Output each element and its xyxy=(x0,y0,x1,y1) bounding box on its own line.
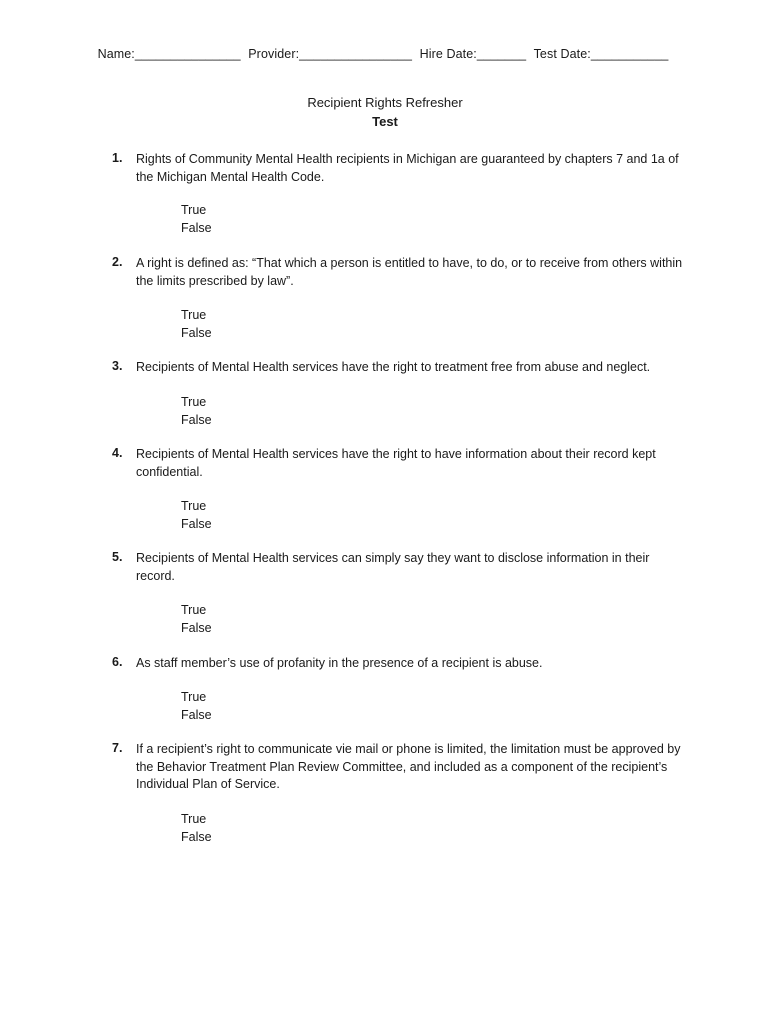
question-text: Recipients of Mental Health services can simply say they want to disclose information in their record. xyxy=(136,551,650,583)
question-number: 3. xyxy=(112,359,123,373)
answer-options xyxy=(181,394,212,429)
question-number: 6. xyxy=(112,655,123,669)
question-number: 7. xyxy=(112,741,123,755)
option-false: False xyxy=(181,325,212,340)
option-true: True xyxy=(181,812,207,826)
option-false: False xyxy=(181,829,212,844)
name-field: Name:_______________ xyxy=(97,47,241,61)
answer-options xyxy=(181,307,212,342)
option-false: False xyxy=(181,516,212,531)
header-fields xyxy=(0,47,770,61)
provider-field: Provider:________________ xyxy=(248,47,412,61)
option-true: True xyxy=(181,395,207,409)
answer-options xyxy=(181,602,212,637)
question-text: If a recipient’s right to communicate vie mail or phone is limited, the limitation must be approved by the Behavior Treatment Plan Review Committee, and included as a component of the recipient’s Individual Plan of Service. xyxy=(136,742,681,791)
test-date-field: Test Date:___________ xyxy=(533,47,669,61)
answer-options xyxy=(181,811,212,846)
option-false: False xyxy=(181,707,212,722)
answer-options xyxy=(181,498,212,533)
question-text: Recipients of Mental Health services have the right to have information about their record kept confidential. xyxy=(136,447,656,479)
option-false: False xyxy=(181,220,212,235)
option-false: False xyxy=(181,412,212,427)
question-text: A right is defined as: “That which a person is entitled to have, to do, or to receive from others within the limits prescribed by law”. xyxy=(136,256,683,288)
document-subtitle: Test xyxy=(372,114,398,129)
option-true: True xyxy=(181,203,207,217)
document-title: Recipient Rights Refresher xyxy=(307,95,463,110)
answer-options xyxy=(181,202,212,237)
question-text: Rights of Community Mental Health recipients in Michigan are guaranteed by chapters 7 and 1a of the Michigan Mental Health Code. xyxy=(136,152,679,184)
question-text: As staff member’s use of profanity in the presence of a recipient is abuse. xyxy=(136,656,543,670)
question-number: 4. xyxy=(112,446,123,460)
question-number: 5. xyxy=(112,550,123,564)
option-true: True xyxy=(181,603,207,617)
question-number: 2. xyxy=(112,255,123,269)
hire-date-field: Hire Date:_______ xyxy=(419,47,527,61)
option-true: True xyxy=(181,308,207,322)
option-true: True xyxy=(181,690,207,704)
option-true: True xyxy=(181,499,207,513)
option-false: False xyxy=(181,620,212,635)
question-number: 1. xyxy=(112,151,123,165)
answer-options xyxy=(181,689,212,724)
question-text: Recipients of Mental Health services have the right to treatment free from abuse and neglect. xyxy=(136,360,651,374)
